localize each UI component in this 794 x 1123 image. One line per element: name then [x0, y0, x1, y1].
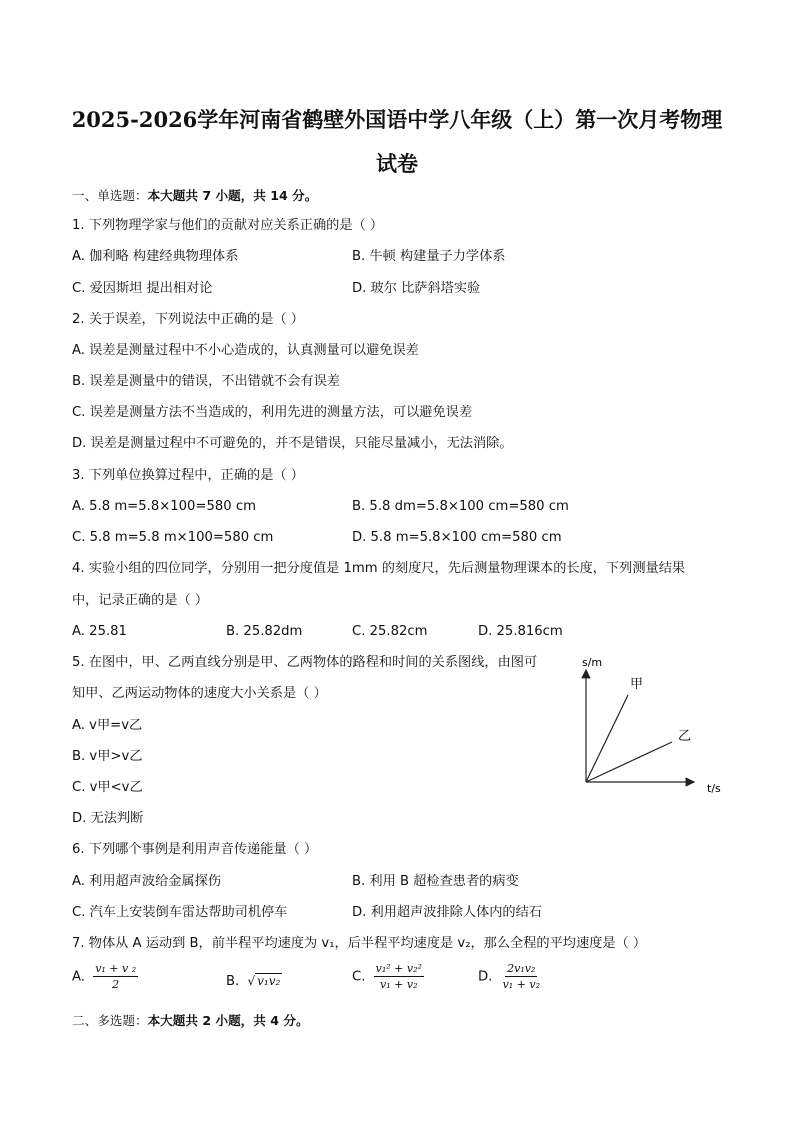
q6-option-b: B. 利用 B 超检查患者的病变	[352, 874, 519, 889]
q5-option-c: C. v甲<v乙	[72, 780, 143, 795]
q4-option-d: D. 25.816cm	[478, 624, 563, 639]
q7-option-b	[226, 972, 282, 991]
graph-label-jia: 甲	[630, 677, 644, 692]
section2-info: 本大题共 2 小题，共 4 分。	[147, 1013, 309, 1028]
q7-stem: 7. 物体从 A 运动到 B，前半程平均速度为 v₁，后半程平均速度是 v₂，那么全程的平均速度是（ ）	[72, 936, 647, 951]
q6-stem: 6. 下列哪个事例是利用声音传递能量（ ）	[72, 842, 318, 857]
q4-stem-line1: 4. 实验小组的四位同学，分别用一把分度值是 1mm 的刻度尺，先后测量物理课本的长度，下列测量结果	[72, 561, 686, 576]
q5-st-graph	[570, 650, 730, 800]
q2-option-d: D. 误差是测量过程中不可避免的，并不是错误，只能尽量减小，无法消除。	[72, 436, 513, 451]
q7-d-numerator: 2v₁v₂	[507, 962, 536, 975]
q7-option-d	[478, 962, 542, 991]
section2-prefix: 二、多选题：	[72, 1013, 148, 1028]
q7-option-c	[352, 962, 424, 991]
q1-option-a: A. 伽利略 构建经典物理体系	[72, 249, 239, 264]
q7-option-b-sqrt: √ v₁v₂	[247, 974, 281, 988]
q5-option-d: D. 无法判断	[72, 811, 144, 826]
q6-option-a: A. 利用超声波给金属探伤	[72, 874, 222, 889]
q4-option-a: A. 25.81	[72, 624, 127, 639]
q7-option-c-fraction	[374, 962, 424, 991]
q3-stem: 3. 下列单位换算过程中，正确的是（ ）	[72, 468, 304, 483]
q6-option-c: C. 汽车上安装倒车雷达帮助司机停车	[72, 905, 288, 920]
q2-stem: 2. 关于误差，下列说法中正确的是（ ）	[72, 312, 304, 327]
graph-ylabel: s/m	[582, 656, 603, 669]
section1-prefix: 一、单选题：	[72, 188, 148, 203]
q3-option-b: B. 5.8 dm=5.8×100 cm=580 cm	[352, 499, 569, 514]
q5-stem-line1: 5. 在图中，甲、乙两直线分别是甲、乙两物体的路程和时间的关系图线，由图可	[72, 655, 538, 670]
q1-option-b: B. 牛顿 构建量子力学体系	[352, 249, 506, 264]
q6-option-d: D. 利用超声波排除人体内的结石	[352, 905, 542, 920]
exam-title-line1: 2025-2026学年河南省鹤壁外国语中学八年级（上）第一次月考物理	[71, 107, 723, 132]
q4-option-c: C. 25.82cm	[352, 624, 428, 639]
exam-title-line2: 试卷	[376, 151, 418, 176]
graph-label-yi: 乙	[678, 729, 692, 744]
q5-option-a: A. v甲=v乙	[72, 718, 143, 733]
q2-option-c: C. 误差是测量方法不当造成的，利用先进的测量方法，可以避免误差	[72, 405, 473, 420]
q3-option-d: D. 5.8 m=5.8×100 cm=580 cm	[352, 530, 562, 545]
q2-option-a: A. 误差是测量过程中不小心造成的，认真测量可以避免误差	[72, 343, 419, 358]
q3-option-c: C. 5.8 m=5.8 m×100=580 cm	[72, 530, 274, 545]
section2-heading	[72, 1012, 309, 1030]
graph-line-yi	[586, 742, 672, 782]
q7-a-numerator: v₁ + v ₂	[95, 962, 137, 975]
q7-option-a-label: A.	[72, 969, 85, 985]
q7-c-numerator: v₁² + v₂²	[375, 962, 422, 975]
q1-option-d: D. 玻尔 比萨斜塔实验	[352, 281, 481, 296]
q7-option-b-label: B.	[226, 974, 240, 989]
q5-stem-line2: 知甲、乙两运动物体的速度大小关系是（ ）	[72, 686, 327, 701]
q7-option-d-fraction	[501, 962, 542, 991]
q7-a-denominator: 2	[112, 978, 120, 991]
graph-xlabel: t/s	[707, 782, 721, 795]
q7-c-denominator: v₁ + v₂	[380, 978, 418, 991]
section1-info: 本大题共 7 小题，共 14 分。	[147, 188, 318, 203]
q5-option-b: B. v甲>v乙	[72, 749, 143, 764]
section1-heading	[72, 187, 317, 205]
q7-option-a-fraction	[93, 962, 138, 991]
q7-option-c-label: C.	[352, 969, 366, 985]
q7-option-d-label: D.	[478, 969, 493, 985]
q4-stem-line2: 中，记录正确的是（ ）	[72, 593, 209, 608]
q1-option-c: C. 爱因斯坦 提出相对论	[72, 281, 213, 296]
q1-stem: 1. 下列物理学家与他们的贡献对应关系正确的是（ ）	[72, 218, 384, 233]
q7-option-a	[72, 962, 138, 991]
graph-line-jia	[586, 695, 628, 782]
q7-d-denominator: v₁ + v₂	[502, 978, 541, 991]
q7-b-radicand: v₁v₂	[257, 974, 281, 988]
q4-option-b: B. 25.82dm	[226, 624, 303, 639]
q2-option-b: B. 误差是测量中的错误，不出错就不会有误差	[72, 374, 340, 389]
q3-option-a: A. 5.8 m=5.8×100=580 cm	[72, 499, 256, 514]
